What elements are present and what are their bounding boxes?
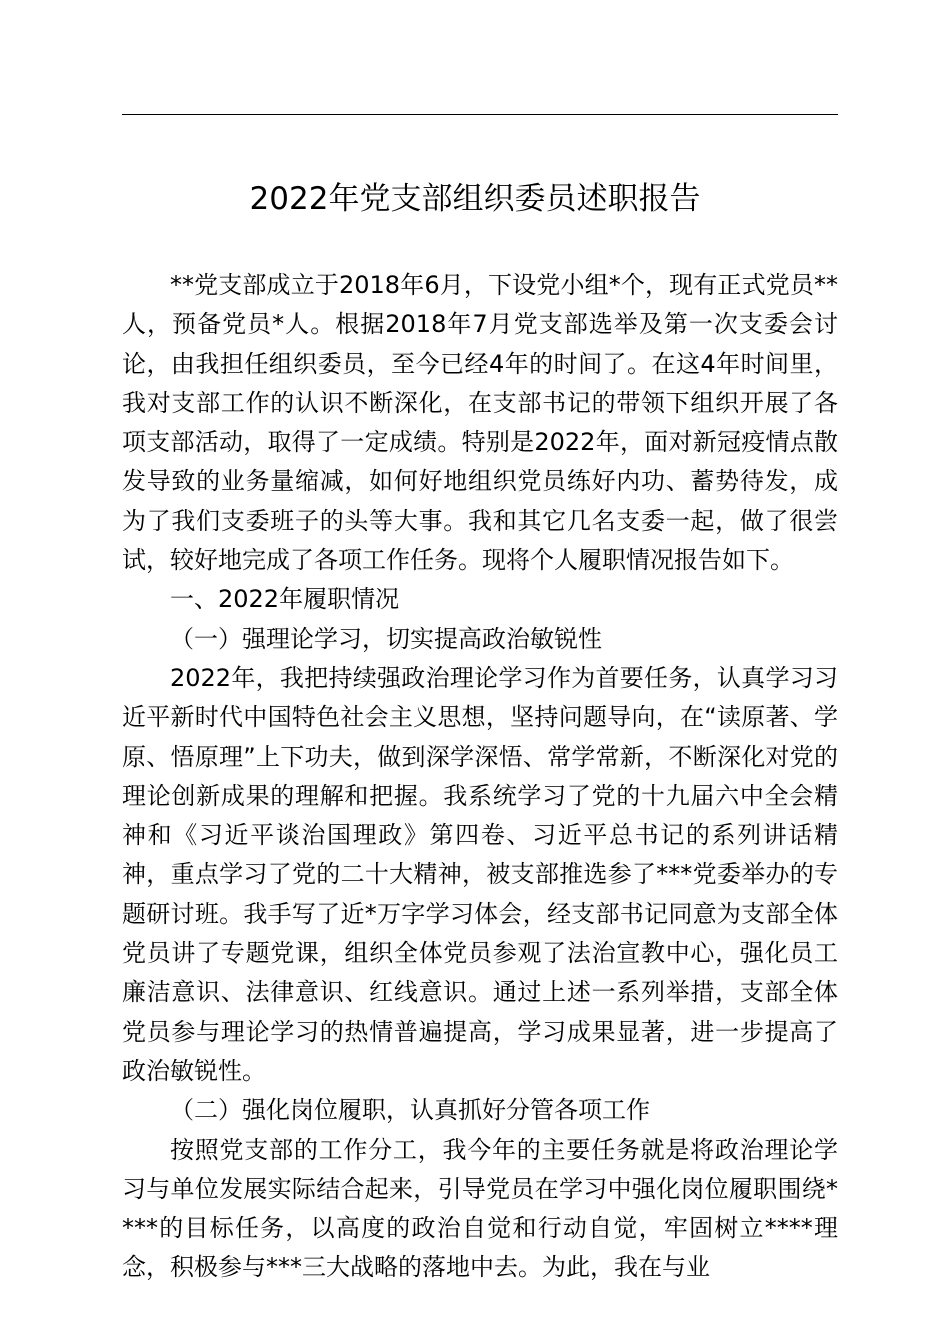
paragraph-theory-study: 2022年，我把持续强政治理论学习作为首要任务，认真学习习近平新时代中国特色社会主义思想，坚持问题导向，在“读原著、学原、悟原理”上下功夫，做到深学深悟、常学常新，不断深化对党的理论创新成果的理解和把握。我系统学习了党的十九届六中全会精神和《习近平谈治国理政》第四卷、习近平总书记的系列讲话精神，重点学习了党的二十大精神，被支部推选参了***党委举办的专题研讨班。我手写了近*万字学习体会，经支部书记同意为支部全体党员讲了专题党课，组织全体党员参观了法治宣教中心，强化员工廉洁意识、法律意识、红线意识。通过上述一系列举措，支部全体党员参与理论学习的热情普遍提高，学习成果显著，进一步提高了政治敏锐性。	[122, 663, 838, 1085]
document-body	[122, 266, 838, 1288]
subsection-heading-1: （一）强理论学习，切实提高政治敏锐性	[170, 624, 602, 653]
section-heading-1: 一、2022年履职情况	[170, 585, 400, 614]
paragraph-post-duties: 按照党支部的工作分工，我今年的主要任务就是将政治理论学习与单位发展实际结合起来，引导党员在学习中强化岗位履职围绕****的目标任务，以高度的政治自觉和行动自觉，牢固树立****理念，积极参与***三大战略的落地中去。为此，我在与业	[122, 1135, 838, 1282]
document-title: 2022年党支部组织委员述职报告	[249, 181, 701, 217]
header-rule	[122, 114, 838, 115]
subsection-heading-2: （二）强化岗位履职，认真抓好分管各项工作	[170, 1096, 650, 1125]
paragraph-intro: **党支部成立于2018年6月，下设党小组*个，现有正式党员**人，预备党员*人。根据2018年7月党支部选举及第一次支委会讨论，由我担任组织委员，至今已经4年的时间了。在这4年时间里，我对支部工作的认识不断深化，在支部书记的带领下组织开展了各项支部活动，取得了一定成绩。特别是2022年，面对新冠疫情点散发导致的业务量缩减，如何好地组织党员练好内功、蓄势待发，成为了我们支委班子的头等大事。我和其它几名支委一起，做了很尝试，较好地完成了各项工作任务。现将个人履职情况报告如下。	[122, 271, 838, 575]
